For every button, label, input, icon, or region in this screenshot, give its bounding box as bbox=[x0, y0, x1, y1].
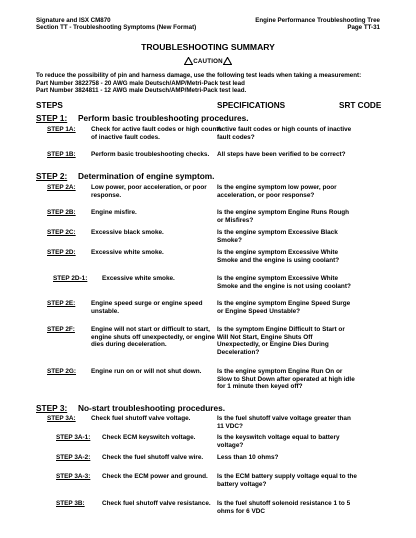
step-id: STEP 3A-1: bbox=[56, 434, 91, 441]
step-id: STEP 1B: bbox=[47, 151, 76, 158]
step-specification: Less than 10 ohms? bbox=[217, 454, 279, 461]
step-id: STEP 2B: bbox=[47, 209, 76, 216]
caution-instruction: To reduce the possibility of pin and harness damage, use the following test leads when taking a measurement: bbox=[36, 72, 362, 79]
step-description: Check fuel shutoff valve resistance. bbox=[102, 500, 211, 507]
step-specification: Is the engine symptom Engine Speed Surge or Engine Speed Unstable? bbox=[217, 300, 351, 315]
step-specification: Is the fuel shutoff solenoid resistance 1 to 5 ohms for 6 VDC bbox=[217, 500, 351, 515]
step-specification: Is the ECM battery supply voltage equal to the battery voltage? bbox=[217, 473, 357, 488]
step-specification: Is the engine symptom Excessive Black Smoke? bbox=[217, 229, 338, 244]
step-description: Excessive white smoke. bbox=[102, 275, 175, 282]
step-id: STEP 2G: bbox=[47, 368, 77, 375]
step-description: Check fuel shutoff valve voltage. bbox=[91, 415, 191, 422]
step-id: STEP 2D: bbox=[47, 249, 76, 256]
header-tree-title: Engine Performance Troubleshooting Tree bbox=[255, 17, 380, 24]
warning-triangle-icon bbox=[223, 57, 232, 65]
column-header-steps: STEPS bbox=[36, 101, 63, 110]
step-description: Check the ECM power and ground. bbox=[102, 473, 208, 480]
step-specification: Is the engine symptom low power, poor acceleration, or poor response? bbox=[217, 184, 337, 199]
step-description: Excessive white smoke. bbox=[91, 249, 164, 256]
step-heading-2 bbox=[36, 171, 214, 181]
running-header-left bbox=[36, 17, 196, 32]
step-description: Check the fuel shutoff valve wire. bbox=[102, 454, 204, 461]
step-specification: Is the engine symptom Engine Run On or Slow to Shut Down after operated at high idle for 1 minute then keyed off? bbox=[217, 368, 355, 391]
column-header-specifications: SPECIFICATIONS bbox=[217, 101, 286, 110]
step-title: No-start troubleshooting procedures. bbox=[78, 403, 226, 413]
step-description: Low power, poor acceleration, or poor response. bbox=[91, 184, 207, 199]
step-description: Engine speed surge or engine speed unstable. bbox=[91, 300, 203, 315]
step-specification: Is the fuel shutoff valve voltage greater than 11 VDC? bbox=[217, 415, 351, 430]
step-specification: Is the engine symptom Excessive White Smoke and the engine is not using coolant? bbox=[217, 275, 351, 290]
header-doc-title: Signature and ISX CM870 bbox=[36, 17, 111, 24]
step-id: STEP 3A-2: bbox=[56, 454, 91, 461]
step-heading-3 bbox=[36, 403, 225, 413]
step-id: STEP 2E: bbox=[47, 300, 76, 307]
page-title: TROUBLESHOOTING SUMMARY bbox=[141, 42, 275, 52]
column-header-srt-code: SRT CODE bbox=[339, 101, 382, 110]
step-id: STEP 2D-1: bbox=[53, 275, 88, 282]
header-page-number: Page TT-31 bbox=[347, 24, 380, 32]
step-description: Perform basic troubleshooting checks. bbox=[91, 151, 210, 158]
step-id: STEP 2A: bbox=[47, 184, 76, 191]
step-description: Engine will not start or difficult to start, engine shuts off unexpectedly, or engine dies during deceleration. bbox=[91, 326, 215, 349]
step-id: STEP 2F: bbox=[47, 326, 75, 333]
step-specification: Is the keyswitch voltage equal to battery voltage? bbox=[217, 434, 340, 449]
step-description: Check ECM keyswitch voltage. bbox=[102, 434, 196, 441]
step-specification: Active fault codes or high counts of inactive fault codes? bbox=[217, 126, 352, 141]
step-id: STEP 2C: bbox=[47, 229, 76, 236]
caution-label: CAUTION bbox=[193, 57, 223, 65]
header-section: Section TT - Troubleshooting Symptoms (New Format) bbox=[36, 24, 197, 32]
step-number: STEP 1: bbox=[36, 113, 68, 123]
step-description: Check for active fault codes or high counts of inactive fault codes. bbox=[91, 126, 223, 141]
step-id: STEP 3A: bbox=[47, 415, 76, 422]
test-lead-part-2: Part Number 3824811 - 12 AWG male Deutsch/AMP/Metri-Pack test lead. bbox=[36, 87, 247, 95]
caution-banner bbox=[0, 57, 416, 65]
step-description: Engine misfire. bbox=[91, 209, 137, 216]
step-heading-1 bbox=[36, 113, 249, 123]
step-specification: Is the engine symptom Engine Runs Rough or Misfires? bbox=[217, 209, 350, 224]
step-number: STEP 3: bbox=[36, 403, 68, 413]
warning-triangle-icon bbox=[184, 57, 193, 65]
step-number: STEP 2: bbox=[36, 171, 68, 181]
step-specification: Is the symptom Engine Difficult to Start or Will Not Start, Engine Shuts Off Unexpectedly, or Engine Dies During Deceleration? bbox=[217, 326, 345, 356]
running-header-right bbox=[255, 17, 380, 32]
test-lead-part-1: Part Number 3822758 - 20 AWG male Deutsch/AMP/Metri-Pack test lead bbox=[36, 79, 245, 87]
step-description: Excessive black smoke. bbox=[91, 229, 164, 236]
step-specification: All steps have been verified to be correct? bbox=[217, 151, 346, 158]
step-id: STEP 1A: bbox=[47, 126, 76, 133]
caution-text bbox=[36, 72, 386, 95]
step-id: STEP 3A-3: bbox=[56, 473, 91, 480]
step-id: STEP 3B: bbox=[56, 500, 85, 507]
step-specification: Is the engine symptom Excessive White Smoke and the engine is using coolant? bbox=[217, 249, 340, 264]
step-title: Determination of engine symptom. bbox=[78, 171, 215, 181]
step-description: Engine run on or will not shut down. bbox=[91, 368, 202, 375]
step-title: Perform basic troubleshooting procedures. bbox=[78, 113, 249, 123]
